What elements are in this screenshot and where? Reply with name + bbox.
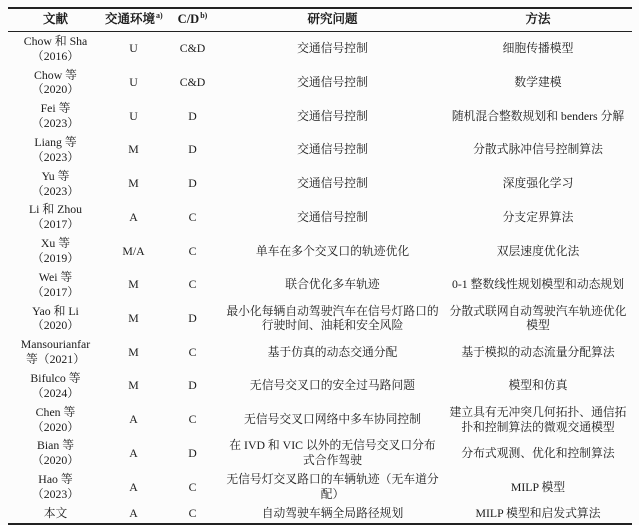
- column-header-ref: [8, 8, 103, 31]
- table-row: [8, 403, 632, 437]
- citation-authors: Xu 等: [40, 236, 71, 251]
- traffic-environment-cell: A: [129, 479, 138, 494]
- citation-year: （2024）: [31, 385, 80, 400]
- column-header-label: 研究问题: [307, 11, 358, 26]
- citation-authors: Mansourianfar: [20, 337, 91, 352]
- centralized-decentralized-cell: D: [188, 176, 197, 191]
- citation-year: （2019）: [31, 250, 80, 265]
- centralized-decentralized-cell: C: [188, 344, 197, 359]
- citation-cell: [8, 268, 103, 302]
- centralized-decentralized-cell: D: [188, 142, 197, 157]
- traffic-environment-cell: A: [129, 505, 138, 520]
- research-problem-cell: 最小化每辆自动驾驶汽车在信号灯路口的行驶时间、油耗和安全风险: [226, 303, 439, 333]
- citation-authors: 本文: [43, 505, 68, 520]
- centralized-decentralized-cell: D: [188, 378, 197, 393]
- citation-cell: [8, 234, 103, 268]
- citation-cell: [8, 200, 103, 234]
- method-cell: 随机混合整数规划和 benders 分解: [451, 108, 625, 123]
- column-header-label: 方法: [525, 11, 551, 26]
- header-row: [8, 8, 632, 31]
- citation-cell: [8, 66, 103, 100]
- table-row: [8, 504, 632, 524]
- centralized-decentralized-cell: D: [188, 108, 197, 123]
- research-problem-cell: 交通信号控制: [297, 176, 368, 191]
- citation-cell: [8, 403, 103, 437]
- citation-cell: [8, 167, 103, 201]
- centralized-decentralized-cell: C: [188, 277, 197, 292]
- research-problem-cell: 基于仿真的动态交通分配: [267, 344, 398, 359]
- citation-year: （2016）: [31, 48, 80, 63]
- method-cell: 分散式脉冲信号控制算法: [473, 142, 603, 157]
- citation-authors: Chow 等: [34, 67, 77, 82]
- citation-cell: [8, 470, 103, 504]
- citation-authors: Chow 和 Sha: [23, 33, 88, 48]
- table-row: [8, 302, 632, 336]
- citation-authors: Wei 等: [38, 269, 73, 284]
- method-cell: 0-1 整数线性规划模型和动态规划: [451, 277, 625, 292]
- table-row: [8, 31, 632, 65]
- table-row: [8, 66, 632, 100]
- traffic-environment-cell: U: [129, 41, 138, 56]
- citation-year: （2020）: [31, 318, 80, 333]
- citation-year: （2023）: [31, 486, 80, 501]
- table-row: [8, 99, 632, 133]
- table-body: [8, 31, 632, 523]
- traffic-environment-cell: M: [128, 310, 139, 325]
- traffic-environment-cell: M: [128, 176, 139, 191]
- citation-year: （2023）: [31, 149, 80, 164]
- citation-year: 等（2021）: [26, 352, 85, 367]
- traffic-environment-cell: A: [129, 412, 138, 427]
- research-problem-cell: 交通信号控制: [297, 142, 368, 157]
- method-cell: MILP 模型: [510, 479, 566, 494]
- citation-authors: Yu 等: [41, 168, 70, 183]
- citation-authors: Fei 等: [40, 101, 71, 116]
- column-header-label: 交通环境: [105, 12, 156, 27]
- citation-cell: [8, 99, 103, 133]
- traffic-environment-cell: U: [129, 74, 138, 89]
- traffic-environment-cell: M: [128, 344, 139, 359]
- method-cell: 基于模拟的动态流量分配算法: [461, 344, 615, 359]
- table-row: [8, 470, 632, 504]
- column-header-label: C/D: [177, 12, 200, 27]
- method-cell: 双层速度优化法: [496, 243, 580, 258]
- method-cell: 分散式联网自动驾驶汽车轨迹优化模型: [449, 303, 627, 333]
- centralized-decentralized-cell: D: [188, 445, 197, 460]
- traffic-environment-cell: A: [129, 209, 138, 224]
- column-header-problem: [221, 8, 444, 31]
- method-cell: MILP 模型和启发式算法: [475, 505, 601, 520]
- citation-authors: Li 和 Zhou: [28, 202, 83, 217]
- citation-authors: Liang 等: [34, 134, 77, 149]
- column-header-footnote-mark: a): [156, 11, 163, 20]
- literature-table: [8, 7, 632, 525]
- citation-cell: [8, 335, 103, 369]
- table-row: [8, 200, 632, 234]
- traffic-environment-cell: U: [129, 108, 138, 123]
- research-problem-cell: 交通信号控制: [297, 41, 368, 56]
- centralized-decentralized-cell: D: [188, 310, 197, 325]
- table-row: [8, 234, 632, 268]
- citation-authors: Hao 等: [38, 472, 73, 487]
- research-problem-cell: 交通信号控制: [297, 108, 368, 123]
- table-row: [8, 167, 632, 201]
- citation-cell: [8, 369, 103, 403]
- column-header-label: 文献: [42, 11, 68, 26]
- citation-year: （2020）: [31, 419, 80, 434]
- traffic-environment-cell: M/A: [122, 243, 145, 258]
- citation-year: （2017）: [31, 284, 80, 299]
- citation-year: （2023）: [31, 183, 80, 198]
- table-row: [8, 436, 632, 470]
- method-cell: 分布式观测、优化和控制算法: [461, 445, 615, 460]
- traffic-environment-cell: M: [128, 277, 139, 292]
- method-cell: 模型和仿真: [508, 378, 568, 393]
- table-row: [8, 369, 632, 403]
- citation-authors: Yao 和 Li: [32, 303, 79, 318]
- column-header-cd: [164, 8, 221, 31]
- citation-year: （2020）: [31, 82, 80, 97]
- citation-authors: Chen 等: [35, 404, 76, 419]
- table-row: [8, 335, 632, 369]
- research-problem-cell: 无信号交叉口网络中多车协同控制: [244, 412, 421, 427]
- citation-cell: [8, 436, 103, 470]
- research-problem-cell: 交通信号控制: [297, 74, 368, 89]
- research-problem-cell: 单车在多个交叉口的轨迹优化: [255, 243, 410, 258]
- research-problem-cell: 无信号交叉口的安全过马路问题: [249, 378, 416, 393]
- citation-authors: Bian 等: [36, 438, 75, 453]
- table-row: [8, 133, 632, 167]
- column-header-env: [103, 8, 164, 31]
- research-problem-cell: 交通信号控制: [297, 209, 368, 224]
- research-problem-cell: 在 IVD 和 VIC 以外的无信号交叉口分布式合作驾驶: [229, 438, 436, 468]
- column-header-method: [444, 8, 632, 31]
- method-cell: 深度强化学习: [502, 176, 574, 191]
- citation-cell: [8, 31, 103, 65]
- research-problem-cell: 联合优化多车轨迹: [285, 277, 380, 292]
- traffic-environment-cell: A: [129, 445, 138, 460]
- citation-cell: [8, 302, 103, 336]
- citation-authors: Bifulco 等: [30, 370, 81, 385]
- citation-year: （2023）: [31, 116, 80, 131]
- citation-year: （2017）: [31, 217, 80, 232]
- centralized-decentralized-cell: C&D: [179, 41, 206, 56]
- centralized-decentralized-cell: C: [188, 412, 197, 427]
- centralized-decentralized-cell: C&D: [179, 74, 206, 89]
- method-cell: 细胞传播模型: [502, 41, 574, 56]
- traffic-environment-cell: M: [128, 378, 139, 393]
- traffic-environment-cell: M: [128, 142, 139, 157]
- method-cell: 数学建模: [514, 74, 562, 89]
- table-header: [8, 8, 632, 31]
- citation-cell: [8, 133, 103, 167]
- method-cell: 建立具有无冲突几何拓扑、通信拓扑和控制算法的微观交通模型: [449, 404, 627, 434]
- column-header-footnote-mark: b): [200, 11, 208, 20]
- centralized-decentralized-cell: C: [188, 243, 197, 258]
- centralized-decentralized-cell: C: [188, 505, 197, 520]
- method-cell: 分支定界算法: [502, 209, 574, 224]
- centralized-decentralized-cell: C: [188, 479, 197, 494]
- research-problem-cell: 无信号灯交叉路口的车辆轨迹（无车道分配）: [226, 472, 439, 501]
- centralized-decentralized-cell: C: [188, 209, 197, 224]
- table-row: [8, 268, 632, 302]
- research-problem-cell: 自动驾驶车辆全局路径规划: [261, 505, 404, 520]
- citation-cell: [8, 504, 103, 524]
- citation-year: （2020）: [31, 453, 80, 468]
